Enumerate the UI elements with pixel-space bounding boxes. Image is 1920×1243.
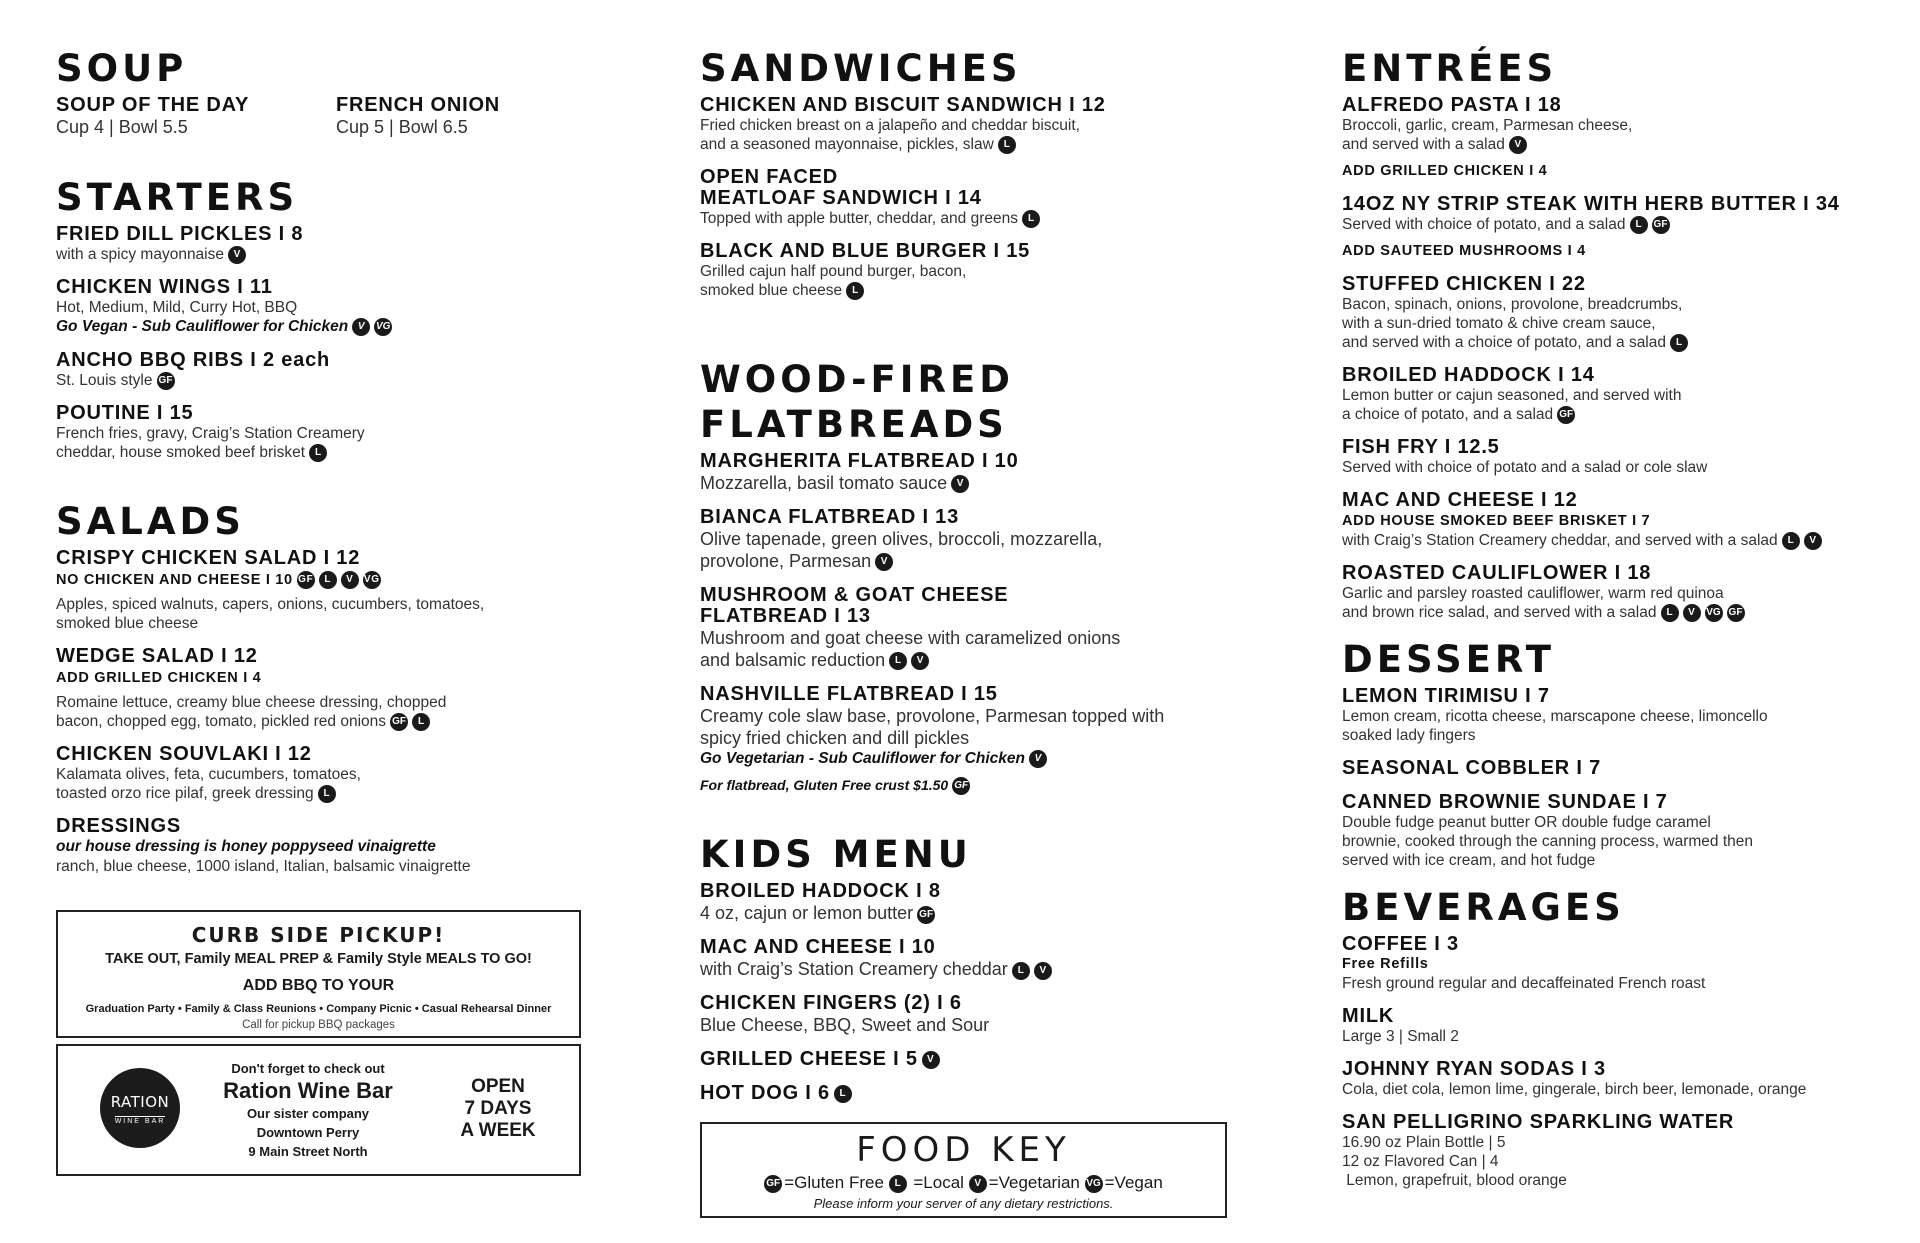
item-desc: brownie, cooked through the canning process, warmed then — [1342, 833, 1753, 850]
gluten-free-badge-icon: GF — [1652, 216, 1670, 234]
menu-item-crispy-chicken-salad — [56, 548, 616, 633]
key-gluten-free: =Gluten Free — [784, 1173, 884, 1193]
item-name: BROILED HADDOCK I 8 — [700, 880, 941, 903]
pickup-events: Graduation Party • Family & Class Reunions • Company Picnic • Casual Rehearsal Dinner — [85, 1003, 552, 1015]
menu-item-brownie-sundae — [1342, 792, 1902, 870]
item-name: NASHVILLE FLATBREAD I 15 — [700, 683, 998, 705]
item-name: FLATBREAD I 13 — [700, 605, 871, 627]
local-badge-icon: L — [998, 136, 1016, 154]
flatbreads-title: FLATBREADS — [700, 403, 1008, 446]
vegetarian-badge-icon: V — [922, 1051, 940, 1069]
local-badge-icon: L — [309, 444, 327, 462]
menu-item-pellegrino — [1342, 1112, 1902, 1190]
item-desc: Mushroom and goat cheese with caramelized onions — [700, 628, 1121, 648]
food-key-legend — [702, 1171, 1225, 1195]
wine-bar-box — [56, 1044, 581, 1176]
item-name: LEMON TIRIMISU I 7 — [1342, 685, 1550, 707]
item-price: Cup 4 | Bowl 5.5 — [56, 117, 188, 137]
menu-item-ribs — [56, 350, 616, 390]
menu-item-coffee — [1342, 934, 1902, 993]
item-name: CANNED BROWNIE SUNDAE I 7 — [1342, 791, 1668, 813]
local-badge-icon: L — [412, 713, 430, 731]
item-desc: bacon, chopped egg, tomato, pickled red onions — [56, 713, 387, 730]
gluten-free-badge-icon: GF — [764, 1175, 782, 1193]
open-days — [438, 1076, 558, 1142]
item-desc: and brown rice salad, and served with a salad — [1342, 604, 1657, 621]
soup-title: SOUP — [56, 47, 188, 90]
vegetarian-badge-icon: V — [1683, 604, 1701, 622]
vegetarian-badge-icon: V — [1804, 532, 1822, 550]
logo-text: RATION — [110, 1093, 170, 1111]
menu-item-kids-hot-dog — [700, 1083, 1260, 1104]
item-desc: spicy fried chicken and dill pickles — [700, 728, 970, 748]
item-name: ALFREDO PASTA I 18 — [1342, 94, 1562, 116]
gluten-free-badge-icon: GF — [1557, 406, 1575, 424]
starters-title: STARTERS — [56, 176, 299, 219]
item-desc: Fried chicken breast on a jalapeño and cheddar biscuit, — [700, 117, 1080, 134]
item-name: MAC AND CHEESE I 10 — [700, 936, 936, 959]
local-badge-icon: L — [1782, 532, 1800, 550]
item-name: COFFEE I 3 — [1342, 933, 1459, 955]
vegetarian-badge-icon: V — [951, 475, 969, 493]
item-desc: Lemon butter or cajun seasoned, and served with — [1342, 387, 1682, 404]
vegetarian-badge-icon: V — [1034, 962, 1052, 980]
logo-subtext: WINE BAR — [114, 1118, 166, 1125]
item-desc: 4 oz, cajun or lemon butter — [700, 903, 914, 924]
item-desc: Large 3 | Small 2 — [1342, 1028, 1459, 1045]
item-sub: ADD GRILLED CHICKEN I 4 — [56, 670, 262, 686]
menu-item-margherita — [700, 451, 1260, 494]
item-desc: Cola, diet cola, lemon lime, gingerale, birch beer, lemonade, orange — [1342, 1081, 1807, 1098]
item-name: FISH FRY I 12.5 — [1342, 436, 1500, 458]
menu-column-left — [56, 47, 616, 1176]
local-badge-icon: L — [318, 785, 336, 803]
salads-title: SALADS — [56, 500, 245, 543]
item-desc: Apples, spiced walnuts, capers, onions, cucumbers, tomatoes, — [56, 596, 485, 613]
item-desc: soaked lady fingers — [1342, 727, 1476, 744]
menu-item-roasted-cauliflower — [1342, 563, 1902, 622]
local-badge-icon: L — [1012, 962, 1030, 980]
menu-column-middle — [700, 47, 1260, 1218]
gluten-free-badge-icon: GF — [157, 372, 175, 390]
pickup-title: CURB SIDE PICKUP! — [191, 923, 446, 947]
item-sub: NO CHICKEN AND CHEESE I 10 — [56, 572, 293, 588]
item-desc: served with ice cream, and hot fudge — [1342, 852, 1596, 869]
menu-item-pickles — [56, 224, 616, 264]
item-price: Cup 5 | Bowl 6.5 — [336, 117, 468, 137]
item-desc: Mozzarella, basil tomato sauce — [700, 473, 948, 493]
item-desc: Hot, Medium, Mild, Curry Hot, BBQ — [56, 299, 298, 316]
menu-item-mushroom-flatbread — [700, 585, 1260, 671]
item-desc: Romaine lettuce, creamy blue cheese dressing, chopped — [56, 694, 447, 711]
menu-item-chicken-biscuit — [700, 95, 1260, 154]
menu-item-kids-fingers — [700, 993, 1260, 1036]
item-desc: Creamy cole slaw base, provolone, Parmesan topped with — [700, 706, 1165, 726]
item-name: MAC AND CHEESE I 12 — [1342, 489, 1578, 511]
vegan-badge-icon: VG — [363, 571, 381, 589]
pickup-add: ADD BBQ TO YOUR — [242, 977, 395, 994]
item-desc: toasted orzo rice pilaf, greek dressing — [56, 785, 314, 802]
menu-item-wedge-salad — [56, 646, 616, 731]
gluten-free-crust-note: For flatbread, Gluten Free crust $1.50 — [700, 777, 949, 793]
vegetarian-badge-icon: V — [911, 652, 929, 670]
item-desc: St. Louis style — [56, 372, 153, 389]
item-desc: 12 oz Flavored Can | 4 — [1342, 1153, 1499, 1170]
item-name: CHICKEN SOUVLAKI I 12 — [56, 743, 312, 765]
food-key-box — [700, 1122, 1227, 1218]
item-desc: smoked blue cheese — [56, 615, 199, 632]
kids-menu-title: KIDS MENU — [700, 833, 972, 877]
vegan-badge-icon: VG — [1705, 604, 1723, 622]
item-desc: with a spicy mayonnaise — [56, 246, 224, 263]
gluten-free-badge-icon: GF — [297, 571, 315, 589]
item-name: CRISPY CHICKEN SALAD I 12 — [56, 547, 361, 569]
item-desc: Broccoli, garlic, cream, Parmesan cheese, — [1342, 117, 1633, 134]
item-desc: smoked blue cheese — [700, 282, 843, 299]
item-desc: and served with a salad — [1342, 136, 1505, 153]
vegetarian-badge-icon: V — [875, 553, 893, 571]
soup-items — [56, 95, 616, 151]
menu-item-cobbler — [1342, 758, 1902, 779]
item-desc: with a sun-dried tomato & chive cream sauce, — [1342, 315, 1656, 332]
curbside-pickup-box — [56, 910, 581, 1038]
menu-item-tiramisu — [1342, 686, 1902, 745]
soup-item — [336, 95, 616, 138]
item-desc: Kalamata olives, feta, cucumbers, tomatoes, — [56, 766, 361, 783]
item-note: Go Vegetarian - Sub Cauliflower for Chicken — [700, 750, 1025, 767]
item-desc: Served with choice of potato, and a salad — [1342, 216, 1626, 233]
menu-item-kids-haddock — [700, 881, 1260, 924]
item-desc: Olive tapenade, green olives, broccoli, mozzarella, — [700, 529, 1103, 549]
menu-item-milk — [1342, 1006, 1902, 1046]
vegan-badge-icon: VG — [1085, 1175, 1103, 1193]
item-name: ANCHO BBQ RIBS I 2 each — [56, 349, 331, 371]
local-badge-icon: L — [1630, 216, 1648, 234]
item-name: HOT DOG I 6 — [700, 1082, 830, 1105]
item-name: SOUP OF THE DAY — [56, 94, 250, 116]
key-local: =Local — [908, 1173, 964, 1193]
item-desc: and balsamic reduction — [700, 650, 886, 670]
item-desc: Blue Cheese, BBQ, Sweet and Sour — [700, 1015, 990, 1036]
open-line: OPEN — [471, 1076, 525, 1097]
item-desc: with Craig’s Station Creamery cheddar, and served with a salad — [1342, 532, 1778, 549]
menu-item-fish-fry — [1342, 437, 1902, 477]
vegetarian-badge-icon: V — [341, 571, 359, 589]
beverages-title: BEVERAGES — [1342, 886, 1625, 929]
item-desc: ranch, blue cheese, 1000 island, Italian, balsamic vinaigrette — [56, 858, 471, 875]
wine-line: 9 Main Street North — [248, 1144, 368, 1159]
item-name: WEDGE SALAD I 12 — [56, 645, 258, 667]
item-desc: Fresh ground regular and decaffeinated French roast — [1342, 975, 1706, 992]
menu-item-kids-grilled-cheese — [700, 1049, 1260, 1070]
menu-item-kids-mac — [700, 937, 1260, 980]
dessert-title: DESSERT — [1342, 638, 1555, 681]
flatbreads-title: WOOD-FIRED — [700, 358, 1014, 401]
sandwiches-title: SANDWICHES — [700, 47, 1022, 90]
gluten-free-badge-icon: GF — [390, 713, 408, 731]
menu-item-meatloaf — [700, 167, 1260, 228]
item-name: OPEN FACED — [700, 166, 839, 188]
item-note: Go Vegan - Sub Cauliflower for Chicken — [56, 318, 349, 335]
wine-bar-info — [208, 1060, 408, 1161]
item-name: MUSHROOM & GOAT CHEESE — [700, 584, 1009, 606]
item-name: BIANCA FLATBREAD I 13 — [700, 506, 960, 528]
item-sub: ADD HOUSE SMOKED BEEF BRISKET I 7 — [1342, 513, 1651, 529]
menu-item-broiled-haddock — [1342, 365, 1902, 424]
item-name: SEASONAL COBBLER I 7 — [1342, 757, 1601, 779]
item-desc: Served with choice of potato and a salad or cole slaw — [1342, 459, 1708, 476]
item-desc: French fries, gravy, Craig’s Station Creamery — [56, 425, 365, 442]
item-sub: ADD SAUTEED MUSHROOMS I 4 — [1342, 243, 1586, 259]
item-name: CHICKEN AND BISCUIT SANDWICH I 12 — [700, 94, 1106, 116]
wine-line: Downtown Perry — [256, 1125, 360, 1140]
item-desc: Double fudge peanut butter OR double fudge caramel — [1342, 814, 1711, 831]
open-line: 7 DAYS — [464, 1098, 532, 1119]
vegetarian-badge-icon: V — [1029, 750, 1047, 768]
item-name: BLACK AND BLUE BURGER I 15 — [700, 240, 1031, 262]
item-desc: 16.90 oz Plain Bottle | 5 — [1342, 1134, 1506, 1151]
item-desc: Lemon, grapefruit, blood orange — [1342, 1172, 1567, 1189]
item-desc: and a seasoned mayonnaise, pickles, slaw — [700, 136, 994, 153]
menu-item-burger — [700, 241, 1260, 300]
item-desc: and served with a choice of potato, and a salad — [1342, 334, 1666, 351]
food-key-title: FOOD KEY — [856, 1130, 1071, 1171]
gluten-free-badge-icon: GF — [952, 777, 970, 795]
vegetarian-badge-icon: V — [352, 318, 370, 336]
gluten-free-badge-icon: GF — [1727, 604, 1745, 622]
item-name: POUTINE I 15 — [56, 402, 194, 424]
item-desc: a choice of potato, and a salad — [1342, 406, 1554, 423]
item-name: CHICKEN FINGERS (2) I 6 — [700, 992, 962, 1015]
item-name: DRESSINGS — [56, 815, 182, 837]
wine-top: Don't forget to check out — [231, 1061, 385, 1076]
item-desc: Lemon cream, ricotta cheese, marscapone cheese, limoncello — [1342, 708, 1768, 725]
pickup-call: Call for pickup BBQ packages — [242, 1019, 395, 1031]
gluten-free-badge-icon: GF — [917, 906, 935, 924]
pickup-line: TAKE OUT, Family MEAL PREP & Family Style MEALS TO GO! — [105, 951, 532, 967]
item-desc: with Craig’s Station Creamery cheddar — [700, 959, 1008, 980]
menu-item-bianca — [700, 507, 1260, 572]
menu-item-mac-and-cheese — [1342, 490, 1902, 550]
local-badge-icon: L — [1670, 334, 1688, 352]
item-note: our house dressing is honey poppyseed vinaigrette — [56, 838, 436, 855]
item-name: GRILLED CHEESE I 5 — [700, 1048, 918, 1071]
item-name: MILK — [1342, 1005, 1395, 1027]
item-name: JOHNNY RYAN SODAS I 3 — [1342, 1058, 1606, 1080]
item-desc: Bacon, spinach, onions, provolone, breadcrumbs, — [1342, 296, 1683, 313]
item-name: BROILED HADDOCK I 14 — [1342, 364, 1595, 386]
item-name: MEATLOAF SANDWICH I 14 — [700, 187, 982, 209]
menu-item-chicken-souvlaki — [56, 744, 616, 803]
open-line: A WEEK — [460, 1120, 536, 1141]
item-desc: provolone, Parmesan — [700, 551, 872, 571]
local-badge-icon: L — [834, 1085, 852, 1103]
item-desc: Garlic and parsley roasted cauliflower, warm red quinoa — [1342, 585, 1724, 602]
menu-item-dressings — [56, 816, 616, 876]
ration-logo — [100, 1068, 180, 1148]
vegetarian-badge-icon: V — [969, 1175, 987, 1193]
vegetarian-badge-icon: V — [228, 246, 246, 264]
menu-column-right — [1342, 47, 1902, 1203]
item-name: SAN PELLIGRINO SPARKLING WATER — [1342, 1111, 1735, 1133]
local-badge-icon: L — [319, 571, 337, 589]
item-sub: Free Refills — [1342, 956, 1429, 972]
local-badge-icon: L — [889, 652, 907, 670]
local-badge-icon: L — [846, 282, 864, 300]
item-name: FRENCH ONION — [336, 94, 501, 116]
wine-line: Our sister company — [246, 1106, 370, 1121]
item-name: 14OZ NY STRIP STEAK WITH HERB BUTTER I 34 — [1342, 193, 1840, 215]
menu-item-wings — [56, 277, 616, 337]
item-sub: ADD GRILLED CHICKEN I 4 — [1342, 163, 1548, 179]
menu-item-nashville — [700, 684, 1260, 795]
item-desc: cheddar, house smoked beef brisket — [56, 444, 306, 461]
menu-item-stuffed-chicken — [1342, 274, 1902, 352]
item-name: FRIED DILL PICKLES I 8 — [56, 223, 304, 245]
menu-item-sodas — [1342, 1059, 1902, 1099]
item-desc: Grilled cajun half pound burger, bacon, — [700, 263, 967, 280]
item-desc: Topped with apple butter, cheddar, and greens — [700, 210, 1018, 227]
wine-name: Ration Wine Bar — [223, 1078, 393, 1103]
item-name: MARGHERITA FLATBREAD I 10 — [700, 450, 1019, 472]
item-name: STUFFED CHICKEN I 22 — [1342, 273, 1586, 295]
menu-item-steak — [1342, 194, 1902, 261]
menu-item-alfredo — [1342, 95, 1902, 181]
food-key-note: Please inform your server of any dietary restrictions. — [813, 1196, 1114, 1212]
local-badge-icon: L — [889, 1175, 907, 1193]
menu-item-poutine — [56, 403, 616, 462]
soup-item — [56, 95, 336, 138]
key-vegan: =Vegan — [1104, 1173, 1163, 1193]
key-vegetarian: =Vegetarian — [988, 1173, 1080, 1193]
entrees-title: ENTRÉES — [1342, 47, 1558, 90]
local-badge-icon: L — [1022, 210, 1040, 228]
item-name: ROASTED CAULIFLOWER I 18 — [1342, 562, 1652, 584]
local-badge-icon: L — [1661, 604, 1679, 622]
vegan-badge-icon: VG — [374, 318, 392, 336]
vegetarian-badge-icon: V — [1509, 136, 1527, 154]
item-name: CHICKEN WINGS I 11 — [56, 276, 273, 298]
